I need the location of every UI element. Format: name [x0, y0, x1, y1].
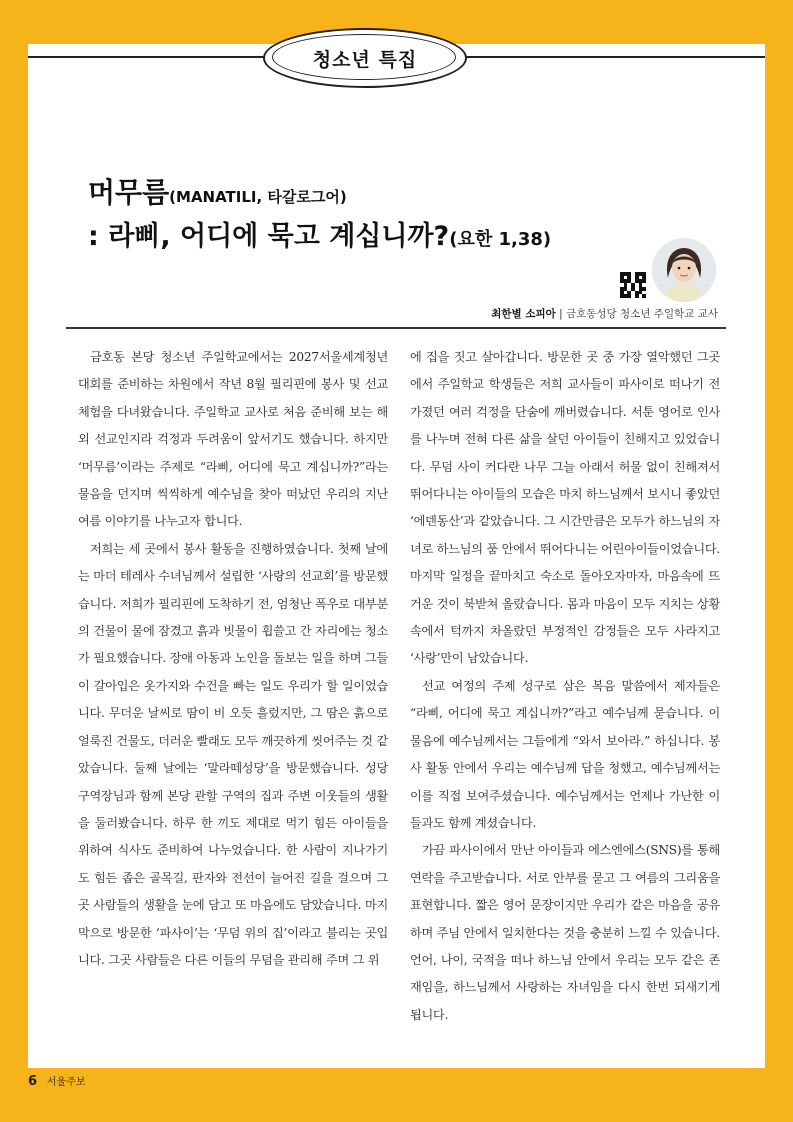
author-photo	[652, 238, 716, 302]
paragraph: 선교 여정의 주제 성구로 삼은 복음 말씀에서 제자들은 “라삐, 어디에 묵고 계십니까?”라고 예수님께 묻습니다. 이 물음에 예수님께서는 그들에게 “와서 보아라.” 하십니다. 봉사 활동 안에서 우리는 예수님께 답을 청했고, 예수님께서는 이를 직접 보여주셨습니다. 예수님께서는 언제나 가난한 이들과도 함께 계셨습니다.	[410, 678, 720, 830]
title-reference: (요한 1,38)	[449, 229, 552, 250]
byline-separator: |	[559, 308, 563, 320]
title-annotation: (MANATILI, 타갈로그어)	[169, 188, 347, 206]
qr-code-icon[interactable]	[620, 272, 646, 298]
article-title	[88, 176, 648, 259]
paragraph: 금호동 본당 청소년 주일학교에서는 2027서울세계청년대회를 준비하는 차원에서 작년 8월 필리핀에 봉사 및 선교 체험을 다녀왔습니다. 주일학교 교사로 처음 준비해 보는 해외 선교인지라 걱정과 두려움이 앞서기도 했습니다. 하지만 ‘머무름’이라는 주제로 “라삐, 어디에 묵고 계십니까?”라는 물음을 던지며 씩씩하게 예수님을 찾아 떠났던 우리의 지난여름 이야기를 나누고자 합니다.	[78, 350, 388, 529]
page-footer	[28, 1073, 86, 1089]
header-divider	[66, 327, 726, 329]
page-number: 6	[28, 1074, 38, 1089]
paragraph: 에 집을 짓고 살아갑니다. 방문한 곳 중 가장 열악했던 그곳에서 주일학교 학생들은 저희 교사들이 파사이로 떠나기 전 가졌던 여러 걱정을 단숨에 깨버렸습니다. 서툰 영어로 인사를 나누며 전혀 다른 삶을 살던 아이들이 친해지고 있었습니다. 무덤 사이 커다란 나무 그늘 아래서 허물 없이 친해져서 뛰어다니는 아이들의 모습은 마치 하느님께서 보시니 좋았던 ‘에덴동산’과 같았습니다. 그 시간만큼은 모두가 하느님의 자녀로 하느님의 품 안에서 뛰어다니는 어린아이들이었습니다. 마지막 일정을 끝마치고 숙소로 돌아오자마자, 마음속에 뜨거운 것이 북받쳐 올랐습니다. 몸과 마음이 모두 지치는 상황 속에서 턱까지 차올랐던 부정적인 감정들은 모두 사라지고 ‘사랑’만이 남았습니다.	[410, 350, 720, 666]
qr-module	[642, 294, 646, 298]
body-column-right	[410, 344, 720, 1029]
body-column-left	[78, 344, 388, 974]
banner-rule-right	[453, 56, 765, 58]
title-subtitle: : 라삐, 어디에 묵고 계십니까?	[88, 221, 450, 252]
author-byline	[491, 306, 718, 321]
author-name: 최한별 소피아	[491, 308, 556, 320]
author-affiliation: 금호동성당 청소년 주일학교 교사	[565, 308, 718, 320]
banner-rule-left	[28, 56, 273, 58]
publication-name: 서울주보	[46, 1077, 86, 1088]
title-main: 머무름	[88, 176, 170, 209]
section-label: 청소년 특집	[312, 48, 418, 71]
paragraph: 가끔 파사이에서 만난 아이들과 에스엔에스(SNS)를 통해 연락을 주고받습니다. 서로 안부를 묻고 그 여름의 그리움을 표현합니다. 짧은 영어 문장이지만 우리가 같은 마음을 공유하며 주님 안에서 일치한다는 것을 충분히 느낄 수 있습니다. 언어, 나이, 국적을 떠나 하느님 안에서 우리는 모두 같은 존재임을, 하느님께서 사랑하는 자녀임을 다시 한번 되새기게 됩니다.	[410, 843, 720, 1022]
paragraph: 저희는 세 곳에서 봉사 활동을 진행하였습니다. 첫째 날에는 마더 테레사 수녀님께서 설립한 ‘사랑의 선교회’를 방문했습니다. 저희가 필리핀에 도착하기 전, 엄청난 폭우로 대부분의 건물이 물에 잠겼고 흙과 빗물이 휩쓸고 간 자리에는 청소가 필요했습니다. 장애 아동과 노인을 돌보는 일을 하며 그들이 갈아입은 옷가지와 수건을 빠는 일도 우리가 할 일이었습니다. 무더운 날씨로 땀이 비 오듯 흘렀지만, 그 땀은 흙으로 얼룩진 건물도, 더러운 빨래도 모두 깨끗하게 씻어주는 것 같았습니다. 둘째 날에는 ‘말라떼성당’을 방문했습니다. 성당 구역장님과 함께 본당 관할 구역의 집과 주변 이웃들의 생활을 둘러봤습니다. 하루 한 끼도 제대로 먹기 힘든 아이들을 위하여 식사도 준비하여 나누었습니다. 한 사람이 지나가기도 힘든 좁은 골목길, 판자와 전선이 늘어진 길을 걸으며 그곳 사람들의 생활을 눈에 담고 또 마음에도 담았습니다. 마지막으로 방문한 ‘파사이’는 ‘무덤 위의 집’이라고 불리는 곳입니다. 그곳 사람들은 다른 이들의 무덤을 관리해 주며 그 위	[78, 541, 388, 967]
